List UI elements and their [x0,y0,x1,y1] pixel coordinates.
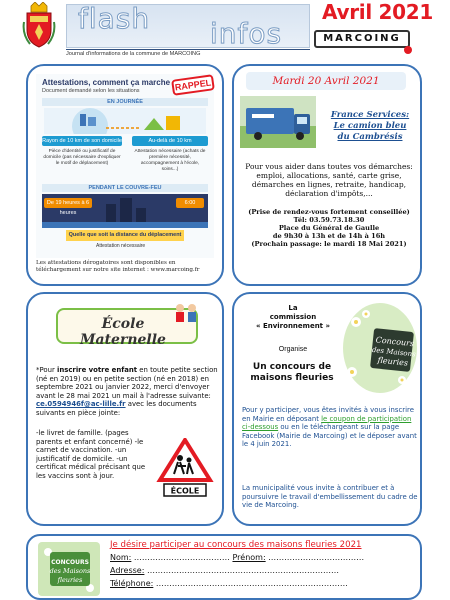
coupon-link[interactable]: le coupon de participation ci-dessous [242,414,412,431]
ecole-email-link[interactable]: ce.0594946f@ac-lille.fr [36,400,126,408]
form-row-nom [110,553,364,562]
concours-instructions [242,406,418,449]
issue-month: Avril 2021 [322,0,434,24]
concours-title: Un concours de maisons fleuries [250,362,334,383]
flower-sign-line3: fleuries [377,355,409,368]
attestation-necessaire-text: Attestation nécessaire [96,243,146,249]
nom-field[interactable]: ……………………………… [131,553,233,562]
attestations-note: Les attestations dérogatoires sont disponibles en téléchargement sur notre site internet : www.marcoing.fr [36,260,200,273]
attestations-panel [26,64,224,286]
ecole-banner [56,308,198,348]
infographic-title: Attestations, comment ça marche [42,78,171,87]
thumbnail-line1: CONCOURS [51,559,89,566]
rayon-label: Rayon de 10 km de son domicile [42,138,122,144]
commission-line3: « Environnement » [256,322,330,330]
flower-sign-line2: des Maisons [371,345,417,359]
commission-line2: commission [269,313,317,321]
decorative-dot [404,46,412,54]
inscription-text [36,366,220,417]
couvre-feu-time-end: 6:00 [176,198,204,208]
prenom-label: Prénom: [232,553,266,562]
france-services-title [320,110,420,143]
commission-line1: La [288,304,298,312]
france-services-appointment [240,208,418,248]
commission-heading [248,304,338,331]
school-road-sign [156,438,214,498]
event-date: Mardi 20 Avril 2021 [246,72,406,90]
infographic-subtitle: Document demandé selon les situations [42,88,140,94]
header-title-infos: infos [210,17,283,50]
header-title-flash: flash [78,2,151,35]
fs-title-line2: Le camion bleu [333,121,407,131]
required-documents-list: -le livret de famille. (pages parents et enfant concerné) -le carnet de vaccination. -un justificatif de domicile. -un certificat médical précisant que les vaccins sont à jour. [36,429,146,480]
participation-form [26,534,422,600]
rdv-next: (Prochain passage: le mardi 18 Mai 2021) [251,240,407,248]
form-row-adresse [110,566,339,575]
inscription-text-end: avec les documents suivants en pièce jointe: [36,400,197,417]
attestation-text: Attestation nécessaire (achats de première nécessité, accompagnement à l'école, soins...) [134,149,206,172]
fs-title-line1: France Services: [330,110,410,120]
city-map-illustration [44,108,206,134]
rdv-hours: de 9h30 à 13h et de 14h à 16h [272,232,386,240]
rappel-stamp: RAPPEL [171,74,215,96]
rdv-place: Place du Général de Gaulle [278,224,380,232]
concours-instructions-end: ou en le téléchargeant sur la page Facebook (Mairie de Marcoing) et le déposer avant le 4 juin 2021. [242,423,417,448]
couvre-feu-bar: PENDANT LE COUVRE-FEU [42,184,208,192]
header [0,0,450,60]
organise-label: Organise [278,346,308,353]
rdv-phone: Tél: 03.59.73.18.30 [293,216,365,224]
nom-label: Nom: [110,553,132,562]
inscription-text-middle: en toute petite section (né en 2019) ou en petite section (né en 2018) en septembre 2021 ou janvier 2022, merci d'envoyer avant le 28 mai 2021 un mail à l'adresse suivante: [36,366,218,400]
france-services-panel [232,64,422,286]
town-crest-logo [22,2,56,48]
inscription-text-bold: inscrire votre enfant [56,366,138,374]
inscription-text-start: *Pour [36,366,57,374]
ecole-maternelle-panel [26,292,224,526]
quelle-distance-banner: Quelle que soit la distance du déplacement [66,230,184,241]
thumbnail-line2: des Maisons [49,567,91,575]
concours-panel [232,292,422,526]
telephone-label: Téléphone: [110,579,154,588]
thumbnail-line3: fleuries [57,576,83,584]
ecole-banner-title: École Maternelle [80,316,166,348]
school-sign-label: ÉCOLE [170,486,200,496]
adresse-label: Adresse: [110,566,145,575]
adresse-field[interactable]: ……………………………………………………………… [144,566,339,575]
flower-sign-image [342,302,418,394]
school-sign-icon [156,438,214,498]
journal-subtitle: Journal d'informations de la commune de MARCOING [66,49,310,57]
en-journee-bar: EN JOURNÉE [42,98,208,106]
rdv-advice: (Prise de rendez-vous fortement conseillée) [248,208,410,216]
fs-title-line3: du Cambrésis [337,132,403,142]
form-row-telephone [110,579,348,588]
france-services-description: Pour vous aider dans toutes vos démarches: emploi, allocations, santé, carte grise, démarches en lignes, retraite, handicap, déclaration d'impôts,... [245,162,413,198]
concours-instructions-start: Pour y participer, vous êtes invités à vous inscrire en Mairie en déposant [242,406,414,423]
concours-closing-text: La municipalité vous invite à contribuer et à poursuivre le travail d'embellissement du cadre de vie de Marcoing. [242,484,418,509]
couvre-feu-time-start: De 19 heures à 6 heures [44,198,92,208]
form-title: Je désire participer au concours des maisons fleuries 2021 [110,540,362,550]
prenom-field[interactable]: ……………………………… [265,553,365,562]
flower-sign-line1: Concours [375,335,415,349]
telephone-field[interactable]: ……………………………………………………………… [153,579,348,588]
attestations-infographic [36,74,214,258]
au-dela-label: Au-delà de 10 km [132,136,208,146]
concours-thumbnail-image [38,542,100,596]
town-badge: MARCOING [314,30,410,48]
children-icon [172,302,200,326]
blue-truck-image [240,96,316,148]
piece-identite-text: Pièce d'identité ou justificatif de domicile (pas nécessaire d'expliquer le motif de déplacement) [43,149,121,166]
